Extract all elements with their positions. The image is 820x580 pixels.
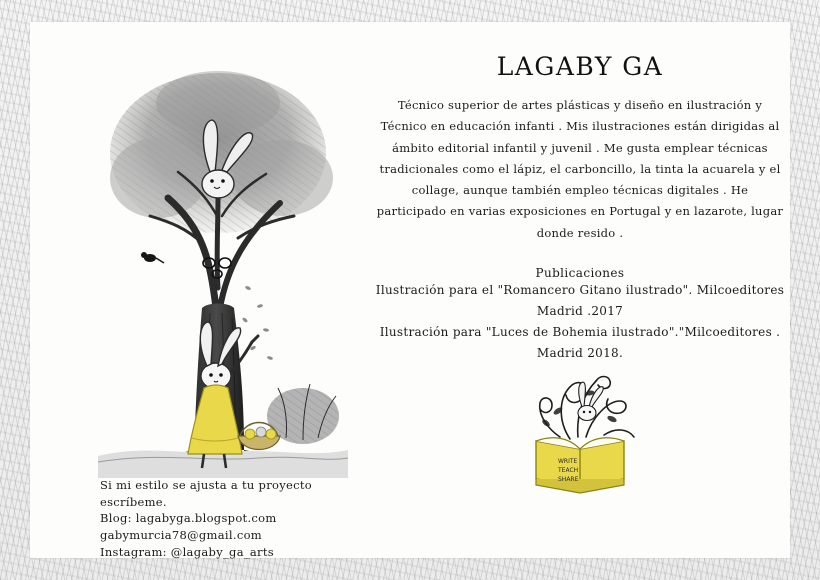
publication-line: Madrid .2017 — [536, 303, 624, 318]
book-illustration — [500, 367, 660, 497]
paper-sheet — [30, 22, 790, 558]
publication-line: Ilustración para "Luces de Bohemia ilustrado"."Milcoeditores . — [379, 324, 781, 339]
bio-paragraph: Técnico superior de artes plásticas y diseño en ilustración y Técnico en educación infanti . Mis ilustraciones están dirigidas al ámbito editorial infantil y juvenil . Me gusta emplear técnicas tradicionales como el lápiz, el carboncillo, la tinta la acuarela y el collage, aunque también empleo técnicas digitales . He participado en varias exposiciones en Portugal y en lazarote, lugar donde resido . — [376, 98, 784, 240]
contact-prompt-line-1: Si mi estilo se ajusta a tu proyecto — [100, 478, 313, 492]
book-label-share: SHARE — [558, 476, 579, 483]
publication-line: Ilustración para el "Romancero Gitano ilustrado". Milcoeditores — [375, 282, 785, 297]
book-label-teach: TEACH — [558, 467, 579, 474]
contact-email[interactable]: gabymurcia78@gmail.com — [100, 528, 262, 543]
main-illustration — [98, 58, 348, 478]
contact-instagram[interactable]: Instagram: @lagaby_ga_arts — [100, 544, 274, 559]
contact-blog[interactable]: Blog: lagabyga.blogspot.com — [100, 511, 277, 526]
publications-heading: Publicaciones — [535, 265, 625, 280]
contact-block — [100, 477, 370, 560]
book-label-write: WRITE — [558, 458, 578, 465]
publication-line: Madrid 2018. — [536, 345, 624, 360]
page-title: LAGABY GA — [496, 52, 664, 81]
contact-prompt-line-2: escríbeme. — [100, 494, 167, 509]
text-column — [370, 52, 790, 364]
